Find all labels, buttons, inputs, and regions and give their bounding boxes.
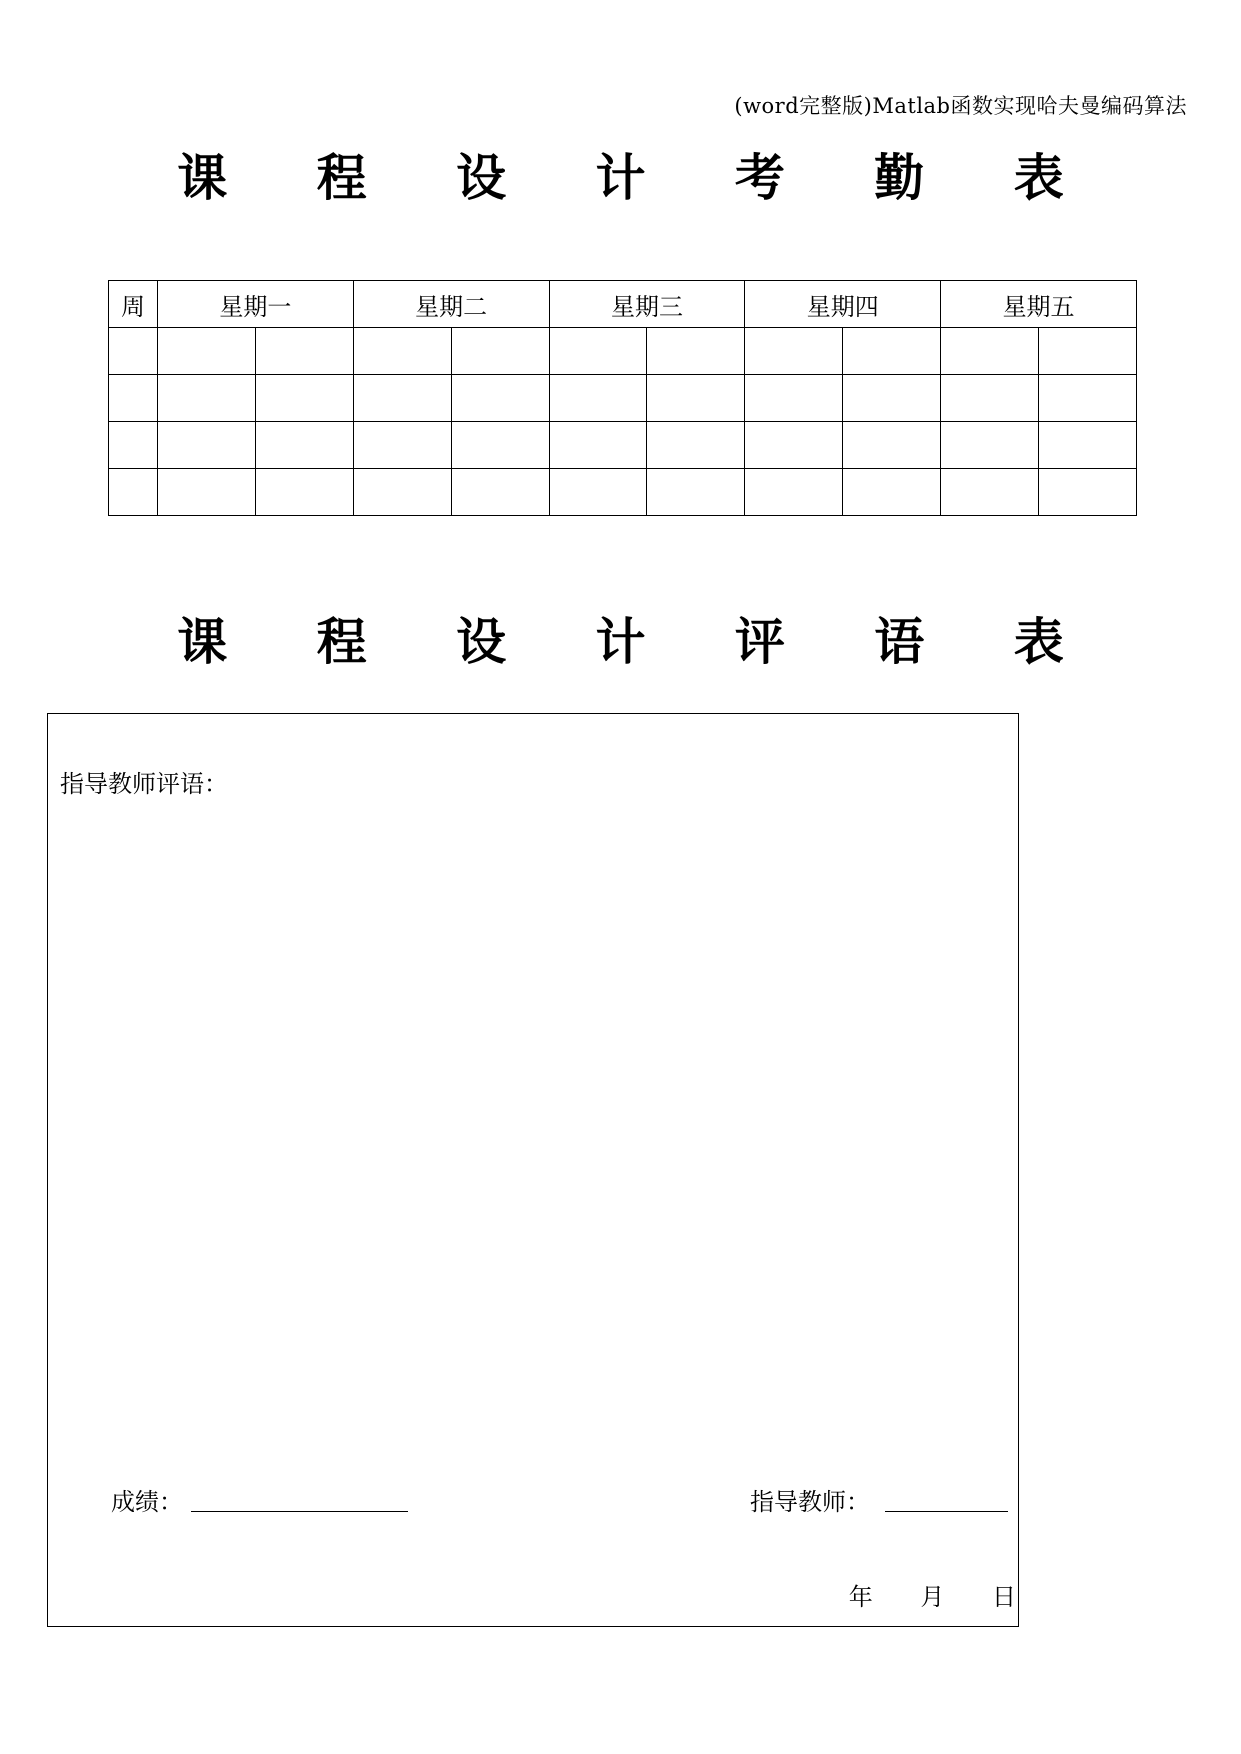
attendance-cell (158, 328, 256, 375)
table-row (109, 328, 1137, 375)
week-cell (109, 375, 158, 422)
attendance-cell (941, 328, 1039, 375)
attendance-cell (647, 422, 745, 469)
attendance-cell (1039, 469, 1137, 516)
comment-box (47, 713, 1019, 1627)
attendance-cell (647, 469, 745, 516)
attendance-cell (843, 422, 941, 469)
day-header-friday: 星期五 (941, 281, 1137, 328)
comments-title: 课 程 设 计 评 语 表 (177, 613, 1100, 671)
week-cell (109, 469, 158, 516)
attendance-cell (843, 375, 941, 422)
attendance-title: 课 程 设 计 考 勤 表 (177, 149, 1100, 207)
attendance-cell (158, 375, 256, 422)
table-row (109, 422, 1137, 469)
day-header-tuesday: 星期二 (353, 281, 549, 328)
attendance-cell (353, 328, 451, 375)
attendance-cell (255, 328, 353, 375)
teacher-signature-label: 指导教师： (750, 1488, 870, 1516)
score-label: 成绩： (111, 1488, 183, 1516)
attendance-cell (549, 422, 647, 469)
attendance-cell (745, 375, 843, 422)
attendance-cell (353, 469, 451, 516)
day-header-thursday: 星期四 (745, 281, 941, 328)
attendance-cell (158, 422, 256, 469)
attendance-cell (451, 328, 549, 375)
attendance-cell (451, 375, 549, 422)
attendance-cell (255, 422, 353, 469)
attendance-cell (745, 328, 843, 375)
week-cell (109, 422, 158, 469)
date-row (849, 1577, 1016, 1612)
attendance-cell (1039, 375, 1137, 422)
attendance-cell (843, 469, 941, 516)
date-month-label: 月 (920, 1583, 945, 1611)
attendance-cell (353, 375, 451, 422)
day-header-wednesday: 星期三 (549, 281, 745, 328)
date-day-label: 日 (992, 1583, 1016, 1611)
teacher-comment-label: 指导教师评语： (60, 770, 228, 798)
attendance-cell (549, 469, 647, 516)
day-header-monday: 星期一 (158, 281, 354, 328)
attendance-cell (647, 375, 745, 422)
attendance-cell (745, 422, 843, 469)
attendance-cell (451, 469, 549, 516)
attendance-cell (941, 375, 1039, 422)
teacher-signature-blank-line (885, 1511, 1008, 1512)
date-year-label: 年 (848, 1583, 873, 1611)
attendance-cell (158, 469, 256, 516)
attendance-cell (1039, 328, 1137, 375)
attendance-cell (941, 469, 1039, 516)
table-row (109, 469, 1137, 516)
attendance-body (109, 328, 1137, 516)
week-header: 周 (109, 281, 158, 328)
attendance-header-row (109, 281, 1137, 328)
week-cell (109, 328, 158, 375)
attendance-cell (549, 375, 647, 422)
attendance-cell (255, 375, 353, 422)
attendance-cell (941, 422, 1039, 469)
attendance-cell (451, 422, 549, 469)
attendance-cell (255, 469, 353, 516)
document-header: (word完整版)Matlab函数实现哈夫曼编码算法 (734, 94, 1187, 118)
attendance-cell (1039, 422, 1137, 469)
table-row (109, 375, 1137, 422)
attendance-table (108, 280, 1137, 516)
attendance-cell (353, 422, 451, 469)
attendance-cell (843, 328, 941, 375)
attendance-cell (745, 469, 843, 516)
attendance-cell (647, 328, 745, 375)
attendance-cell (549, 328, 647, 375)
score-blank-line (191, 1511, 408, 1512)
